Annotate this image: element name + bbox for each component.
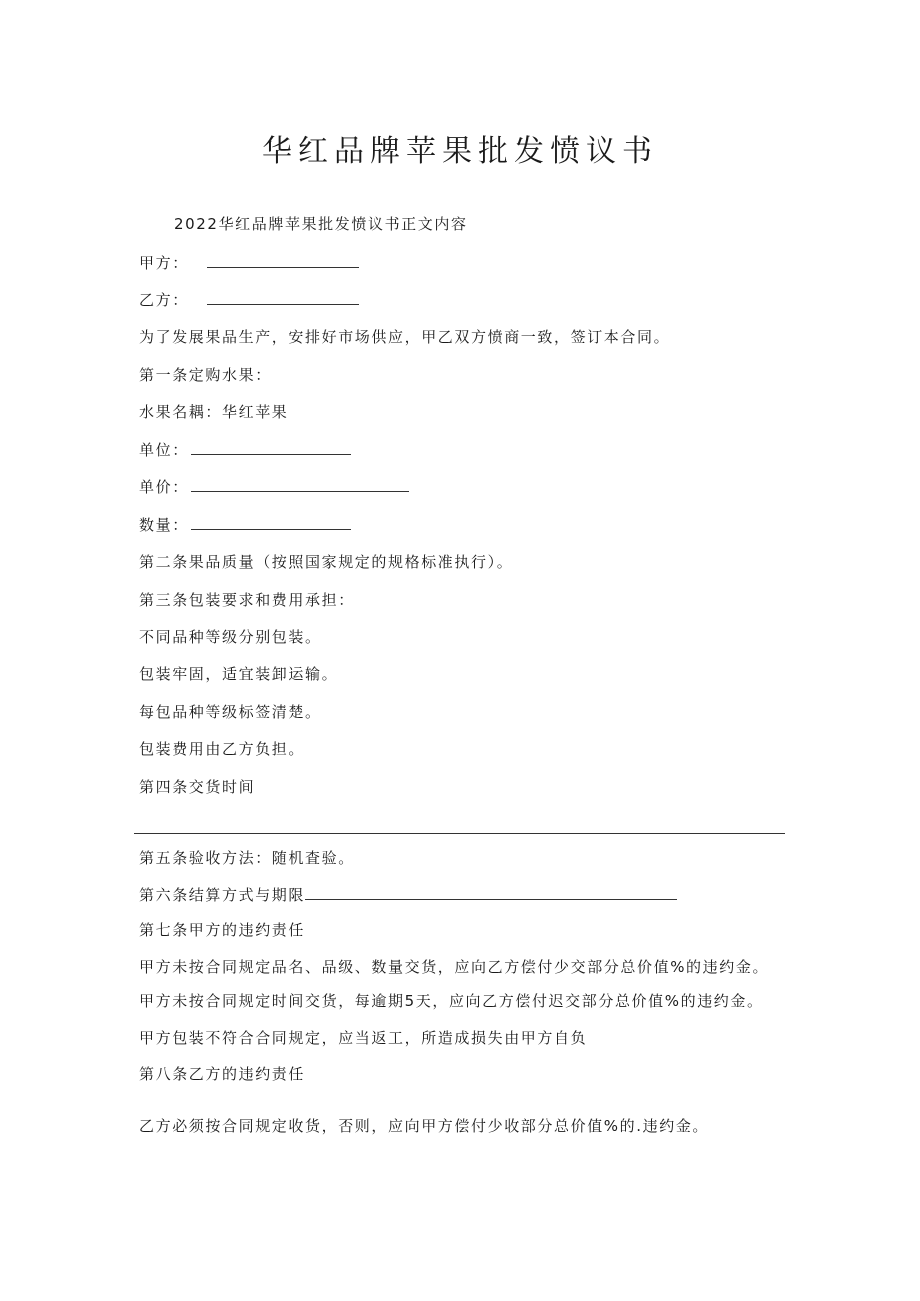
article-7-clause-3: 甲方包装不符合合同规定，应当返工，所造成损失由甲方自负 [139,1029,588,1047]
settlement-blank [305,885,677,900]
unit-label: 单位： [139,441,189,459]
quantity-row [139,515,351,535]
party-a-blank [207,253,359,268]
article-6-heading: 第六条结算方式与期限 [139,886,306,904]
price-blank [191,477,409,492]
article-5-heading: 第五条验收方法：随机査验。 [139,849,355,867]
quantity-blank [191,515,351,530]
price-row [139,477,409,497]
article-7-heading: 第七条甲方的违约责任 [139,921,306,939]
unit-blank [191,440,351,455]
party-b-row [139,290,359,310]
article-2-heading: 第二条果品质量（按照国家规定的规格标准执行）。 [139,553,514,571]
document-title: 华红品牌苹果批发愤议书 [262,134,658,169]
article-3-heading: 第三条包装要求和费用承担： [139,591,355,609]
party-a-label: 甲方： [139,254,189,272]
party-b-label: 乙方： [139,291,189,309]
article-7-clause-1: 甲方未按合同规定品名、品级、数量交货，应向乙方偿付少交部分总价值%的违约金。 [139,958,770,976]
unit-row [139,440,351,460]
intro-text: 为了发展果品生产，安排好市场供应，甲乙双方愤商一致，签订本合同。 [139,328,671,346]
article-1-heading: 第一条定购水果： [139,366,272,384]
packing-item-2: 包装牢固，适宜装卸运输。 [139,665,339,683]
article-8-clause-1: 乙方必须按合同规定收货，否则，应向甲方偿付少收部分总价值%的.违约金。 [139,1117,710,1135]
packing-item-4: 包装费用由乙方负担。 [139,740,306,758]
article-7-clause-2: 甲方未按合同规定时间交货，每逾期5天，应向乙方偿付迟交部分总价值%的违约金。 [139,992,764,1010]
party-a-row [139,253,359,273]
fruit-name-line: 水果名耦：华红苹果 [139,403,289,421]
packing-item-1: 不同品种等级分别包装。 [139,628,322,646]
delivery-time-blank-line [134,833,785,834]
party-b-blank [207,290,359,305]
article-6-row [139,885,677,905]
document-subtitle: 2022华红品牌苹果批发愤议书正文内容 [174,215,468,233]
quantity-label: 数量： [139,516,189,534]
price-label: 单价： [139,478,189,496]
article-8-heading: 第八条乙方的违约责任 [139,1065,306,1083]
packing-item-3: 每包品种等级标签清楚。 [139,703,322,721]
article-4-heading: 第四条交货时间 [139,778,256,796]
